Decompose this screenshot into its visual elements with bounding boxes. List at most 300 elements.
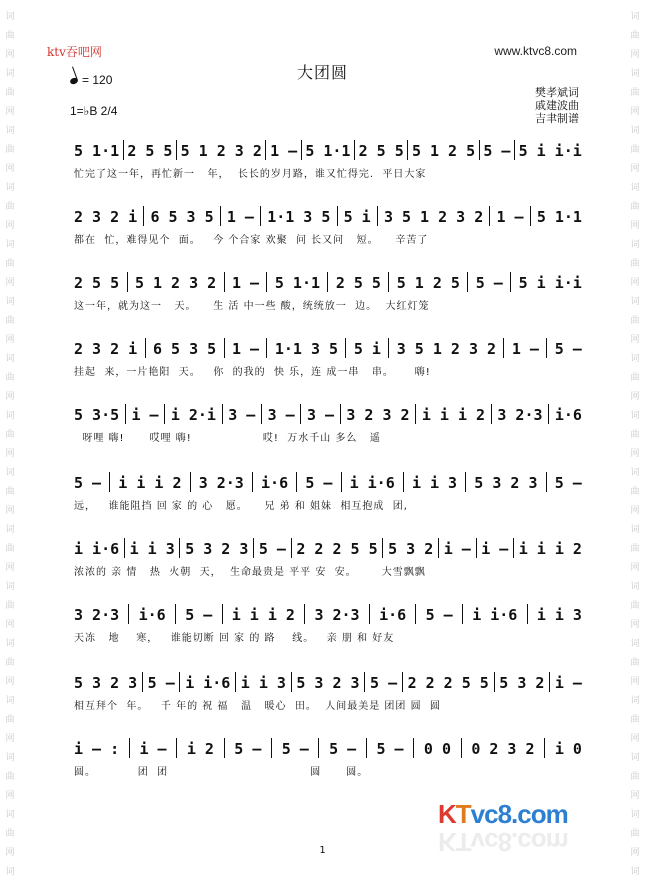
score-row	[74, 138, 582, 178]
watermark-char: 网	[5, 107, 15, 117]
watermark-char: 词	[630, 411, 640, 421]
watermark-char: 词	[630, 12, 640, 22]
measure: 3 –	[267, 406, 295, 424]
measure: 5 1·1	[74, 142, 120, 160]
score-row	[74, 336, 582, 376]
watermark-char: 网	[5, 164, 15, 174]
notes-line	[74, 270, 582, 293]
barline	[415, 404, 416, 424]
barline	[388, 272, 389, 292]
barline	[291, 672, 292, 692]
watermark-char: 网	[630, 449, 640, 459]
watermark-char: 曲	[630, 88, 640, 98]
measure: i 0	[554, 740, 582, 758]
composer-credit: 戚建波曲	[535, 99, 579, 112]
lyrics-line: 这一年，就为这一 天。 生 活 中一些 酸，统统放一 边。 大红灯笼	[74, 301, 430, 312]
measure: 2 5 5	[127, 142, 173, 160]
measure: 0 0	[423, 740, 451, 758]
measure: 5 i i·i	[518, 142, 582, 160]
watermark-char: 词	[5, 411, 15, 421]
measure: i i 3	[240, 674, 286, 692]
watermark-char: 曲	[630, 487, 640, 497]
watermark-char: 词	[5, 240, 15, 250]
barline	[176, 738, 177, 758]
measure: i 2·i	[170, 406, 216, 424]
watermark-char: 网	[630, 50, 640, 60]
measure: i i·6	[349, 474, 395, 492]
barline	[461, 738, 462, 758]
watermark-char: 网	[630, 335, 640, 345]
measure: 5 1·1	[274, 274, 321, 292]
notes-line	[74, 736, 582, 759]
measure: 2 5 5	[74, 274, 120, 292]
watermark-char: 网	[630, 164, 640, 174]
watermark-char: 曲	[5, 772, 15, 782]
measure: 5 3 2 3	[474, 474, 538, 492]
barline	[462, 604, 463, 624]
barline	[318, 738, 319, 758]
measure: 5 3 2	[388, 540, 434, 558]
measure: 1·1 3 5	[274, 340, 339, 358]
barline	[145, 338, 146, 358]
watermark-char: 网	[5, 791, 15, 801]
watermark-char: 词	[5, 639, 15, 649]
barline	[261, 404, 262, 424]
barline	[266, 338, 267, 358]
measure: i i·6	[185, 674, 231, 692]
watermark-char: 曲	[630, 373, 640, 383]
measure: 3 2·3	[314, 606, 360, 624]
watermark-char: 曲	[630, 658, 640, 668]
lyrics-line: 天冻 地 寒， 谁能切断 回 家 的 路 线。 亲 朋 和 好友	[74, 633, 395, 644]
notes-line	[74, 670, 582, 693]
barline	[175, 604, 176, 624]
watermark-char: 网	[5, 563, 15, 573]
watermark-char: 网	[5, 620, 15, 630]
watermark-char: 词	[630, 240, 640, 250]
barline	[252, 472, 253, 492]
measure: 0 2 3 2	[471, 740, 535, 758]
notes-line	[74, 602, 582, 625]
watermark-char: 曲	[630, 430, 640, 440]
watermark-char: 词	[5, 126, 15, 136]
measure: 5 –	[234, 740, 262, 758]
barline	[222, 404, 223, 424]
barline	[546, 472, 547, 492]
lyrics-line: 浓浓的 亲 情 热 火朝 天， 生命最贵是 平平 安 安。 大雪飘飘	[74, 567, 426, 578]
measure: 2 5 5	[358, 142, 404, 160]
watermark-char: 词	[5, 582, 15, 592]
measure: 2 3 2 i	[74, 340, 138, 358]
barline	[124, 538, 125, 558]
watermark-char: 曲	[5, 658, 15, 668]
measure: 5 1 2 5	[411, 142, 476, 160]
watermark-char: 曲	[5, 145, 15, 155]
barline	[123, 140, 124, 160]
barline	[354, 140, 355, 160]
watermark-char: 网	[5, 506, 15, 516]
lyrics-line: 相互拜个 年。 千 年的 祝 福 温 暖心 田。 人间最美是 团团 圆 圆	[74, 701, 441, 712]
watermark-char: 网	[630, 107, 640, 117]
measure: 5 –	[147, 674, 175, 692]
watermark-char: 词	[630, 297, 640, 307]
measure: 5 –	[185, 606, 213, 624]
measure: 5 –	[554, 340, 582, 358]
barline	[546, 338, 547, 358]
measure: 3 5 1 2 3 2	[396, 340, 497, 358]
watermark-char: 网	[5, 449, 15, 459]
measure: 3 –	[228, 406, 256, 424]
measure: 5 –	[258, 540, 286, 558]
watermark-char: 词	[5, 696, 15, 706]
score-row	[74, 602, 582, 642]
watermark-char: 曲	[5, 31, 15, 41]
notes-line	[74, 470, 582, 493]
watermark-char: 曲	[630, 601, 640, 611]
barline	[415, 604, 416, 624]
barline	[514, 140, 515, 160]
measure: i – :	[74, 740, 120, 758]
watermark-char: 网	[5, 335, 15, 345]
watermark-char: 曲	[5, 601, 15, 611]
watermark-char: 曲	[630, 316, 640, 326]
watermark-char: 词	[5, 12, 15, 22]
page-number: 1	[319, 845, 326, 856]
watermark-char: 曲	[630, 544, 640, 554]
measure: i i 3	[129, 540, 175, 558]
side-watermark-right	[628, 8, 642, 882]
barline	[179, 538, 180, 558]
barline	[164, 404, 165, 424]
measure: i i i 2	[118, 474, 182, 492]
measure: i·6	[379, 606, 407, 624]
notes-line	[74, 204, 582, 227]
watermark-char: 曲	[630, 829, 640, 839]
measure: 1 –	[232, 274, 260, 292]
measure: 5 –	[74, 474, 102, 492]
barline	[265, 140, 266, 160]
watermark-char: 曲	[630, 202, 640, 212]
site-logo[interactable]: ktv吞吧网	[47, 45, 102, 59]
measure: i i i 2	[518, 540, 582, 558]
watermark-char: 词	[630, 69, 640, 79]
measure: i·6	[261, 474, 289, 492]
notes-line	[74, 402, 582, 425]
score-row	[74, 670, 582, 710]
watermark-char: 词	[630, 126, 640, 136]
watermark-char: 网	[5, 734, 15, 744]
watermark-char: 网	[5, 392, 15, 402]
measure: i·6	[554, 406, 582, 424]
measure: 3 2·3	[74, 606, 120, 624]
measure: 1 –	[226, 208, 254, 226]
watermark-char: 词	[630, 354, 640, 364]
score-row	[74, 204, 582, 244]
watermark-char: 词	[5, 69, 15, 79]
measure: i i i 2	[421, 406, 486, 424]
watermark-char: 网	[630, 848, 640, 858]
watermark-char: 词	[630, 468, 640, 478]
notes-line	[74, 138, 582, 161]
measure: i i 3	[536, 606, 582, 624]
measure: i –	[139, 740, 167, 758]
key-signature: 1=♭B 2/4	[70, 104, 118, 118]
barline	[291, 538, 292, 558]
measure: 5 1 2 3 2	[180, 142, 262, 160]
barline	[327, 272, 328, 292]
barline	[224, 338, 225, 358]
measure: 1 –	[270, 142, 298, 160]
measure: 2 2 2 5 5	[407, 674, 489, 692]
score-row	[74, 270, 582, 310]
measure: 3 –	[307, 406, 335, 424]
watermark-char: 词	[630, 525, 640, 535]
measure: 1 –	[496, 208, 524, 226]
watermark-char: 网	[630, 563, 640, 573]
watermark-char: 曲	[630, 715, 640, 725]
lyrics-line: 挂起 来，一片艳阳 天。 你 的我的 快 乐，连 成一串 串。 嗨!	[74, 367, 431, 378]
song-title: 大团圆	[296, 63, 348, 82]
barline	[179, 672, 180, 692]
measure: 2 5 5	[335, 274, 381, 292]
lyricist-credit: 樊孝斌词	[535, 86, 579, 99]
barline	[491, 404, 492, 424]
watermark-char: 曲	[5, 316, 15, 326]
watermark-char: 词	[630, 753, 640, 763]
measure: 5 1·1	[536, 208, 582, 226]
barline	[364, 672, 365, 692]
watermark-char: 曲	[630, 31, 640, 41]
barline	[125, 404, 126, 424]
measure: 5 –	[370, 674, 398, 692]
measure: 5 1 2 5	[396, 274, 460, 292]
barline	[176, 140, 177, 160]
brand-logo[interactable]: KTvc8.com	[438, 799, 568, 829]
barline	[142, 672, 143, 692]
watermark-char: 曲	[630, 772, 640, 782]
watermark-char: 曲	[5, 259, 15, 269]
watermark-char: 曲	[630, 145, 640, 155]
barline	[253, 538, 254, 558]
measure: 5 3 2 3	[296, 674, 360, 692]
barline	[544, 738, 545, 758]
watermark-char: 网	[630, 221, 640, 231]
measure: 5 1 2 3 2	[134, 274, 217, 292]
measure: 3 2·3	[497, 406, 543, 424]
barline	[109, 472, 110, 492]
watermark-char: 曲	[5, 202, 15, 212]
barline	[407, 140, 408, 160]
measure: 1 –	[232, 340, 260, 358]
watermark-char: 词	[630, 696, 640, 706]
measure: 3 5 1 2 3 2	[383, 208, 484, 226]
lyrics-line: 呀哩 嗨! 哎哩 嗨! 哎! 万水千山 多么 遥	[74, 433, 381, 444]
measure: 5 i i·i	[518, 274, 582, 292]
barline	[377, 206, 378, 226]
barline	[266, 272, 267, 292]
barline	[548, 404, 549, 424]
measure: 5 3 2	[499, 674, 545, 692]
measure: 5 i	[343, 208, 371, 226]
side-watermark-left	[3, 8, 17, 882]
barline	[337, 206, 338, 226]
measure: 3 2 3 2	[346, 406, 410, 424]
watermark-char: 网	[5, 848, 15, 858]
barline	[190, 472, 191, 492]
measure: 5 –	[483, 142, 511, 160]
barline	[527, 604, 528, 624]
barline	[143, 206, 144, 226]
tempo-marking	[70, 73, 112, 87]
watermark-char: 网	[630, 392, 640, 402]
measure: 5 –	[376, 740, 404, 758]
lyrics-line: 远， 谁能阻挡 回 家 的 心 愿。 兄 弟 和 姐妹 相互抱成 团,	[74, 501, 408, 512]
score-row	[74, 470, 582, 510]
watermark-char: 词	[630, 582, 640, 592]
watermark-char: 网	[630, 620, 640, 630]
watermark-char: 网	[5, 677, 15, 687]
lyrics-line: 忙完了这一年，再忙新一 年， 长长的岁月路，谁又忙得完. 平日大家	[74, 169, 427, 180]
measure: 2 2 2 5 5	[296, 540, 378, 558]
watermark-char: 词	[5, 183, 15, 193]
credits	[535, 86, 579, 125]
watermark-char: 词	[5, 468, 15, 478]
measure: i –	[131, 406, 159, 424]
watermark-char: 词	[630, 867, 640, 877]
barline	[301, 140, 302, 160]
watermark-char: 词	[630, 183, 640, 193]
measure: 5 –	[554, 474, 582, 492]
barline	[503, 338, 504, 358]
barline	[222, 604, 223, 624]
barline	[402, 672, 403, 692]
barline	[388, 338, 389, 358]
barline	[260, 206, 261, 226]
watermark-char: 曲	[5, 715, 15, 725]
barline	[341, 472, 342, 492]
measure: i i·6	[74, 540, 120, 558]
measure: i –	[481, 540, 509, 558]
watermark-char: 网	[630, 734, 640, 744]
watermark-char: 曲	[630, 259, 640, 269]
watermark-char: 词	[5, 525, 15, 535]
watermark-char: 词	[630, 810, 640, 820]
barline	[235, 672, 236, 692]
barline	[510, 272, 511, 292]
quarter-note-icon	[69, 77, 79, 85]
watermark-char: 网	[630, 278, 640, 288]
barline	[128, 604, 129, 624]
watermark-char: 曲	[5, 829, 15, 839]
tempo-value: = 120	[82, 73, 113, 87]
barline	[438, 538, 439, 558]
measure: 5 –	[475, 274, 503, 292]
measure: 5 –	[281, 740, 309, 758]
notes-line	[74, 336, 582, 359]
measure: 5 –	[305, 474, 333, 492]
barline	[224, 272, 225, 292]
watermark-char: 词	[5, 867, 15, 877]
measure: i i·6	[472, 606, 518, 624]
measure: i 2	[186, 740, 214, 758]
barline	[366, 738, 367, 758]
measure: 5 –	[425, 606, 453, 624]
measure: 6 5 3 5	[150, 208, 214, 226]
measure: 5 3·5	[74, 406, 120, 424]
measure: 1·1 3 5	[267, 208, 331, 226]
barline	[382, 538, 383, 558]
watermark-char: 词	[5, 297, 15, 307]
measure: i –	[443, 540, 471, 558]
measure: i·6	[138, 606, 166, 624]
measure: 5 3 2 3	[74, 674, 138, 692]
barline	[403, 472, 404, 492]
watermark-char: 曲	[5, 430, 15, 440]
notes-line	[74, 536, 582, 559]
measure: i i i 2	[231, 606, 295, 624]
barline	[489, 206, 490, 226]
barline	[345, 338, 346, 358]
barline	[465, 472, 466, 492]
measure: 5 3 2 3	[185, 540, 249, 558]
measure: i –	[554, 674, 582, 692]
barline	[224, 738, 225, 758]
barline	[413, 738, 414, 758]
watermark-char: 词	[630, 639, 640, 649]
barline	[340, 404, 341, 424]
measure: 6 5 3 5	[153, 340, 217, 358]
score-row	[74, 402, 582, 442]
lyrics-line: 圆。 团 团 圆 圆。	[74, 767, 369, 778]
watermark-char: 网	[5, 50, 15, 60]
measure: 3 2·3	[198, 474, 244, 492]
barline	[271, 738, 272, 758]
watermark-char: 曲	[5, 373, 15, 383]
watermark-char: 网	[630, 506, 640, 516]
barline	[494, 672, 495, 692]
measure: 1 –	[511, 340, 539, 358]
site-url[interactable]: www.ktvc8.com	[494, 44, 577, 58]
watermark-char: 词	[5, 354, 15, 364]
measure: 5 –	[329, 740, 357, 758]
measure: 5 i	[353, 340, 381, 358]
barline	[300, 404, 301, 424]
barline	[513, 538, 514, 558]
watermark-char: 曲	[5, 88, 15, 98]
brand-logo-reflection: KTvc8.com	[438, 827, 568, 857]
watermark-char: 曲	[5, 544, 15, 554]
watermark-char: 词	[5, 810, 15, 820]
lyrics-line: 都在 忙，难得见个 面。 今 个合家 欢聚 问 长又问 短。 辛苦了	[74, 235, 429, 246]
barline	[549, 672, 550, 692]
watermark-char: 网	[5, 278, 15, 288]
barline	[296, 472, 297, 492]
barline	[479, 140, 480, 160]
watermark-char: 词	[5, 753, 15, 763]
measure: i i 3	[411, 474, 458, 492]
watermark-char: 网	[630, 791, 640, 801]
barline	[129, 738, 130, 758]
watermark-char: 曲	[5, 487, 15, 497]
score-row	[74, 736, 582, 776]
barline	[476, 538, 477, 558]
transcriber-credit: 吉聿制谱	[535, 112, 579, 125]
barline	[369, 604, 370, 624]
measure: 2 3 2 i	[74, 208, 138, 226]
score-row	[74, 536, 582, 576]
barline	[467, 272, 468, 292]
barline	[127, 272, 128, 292]
